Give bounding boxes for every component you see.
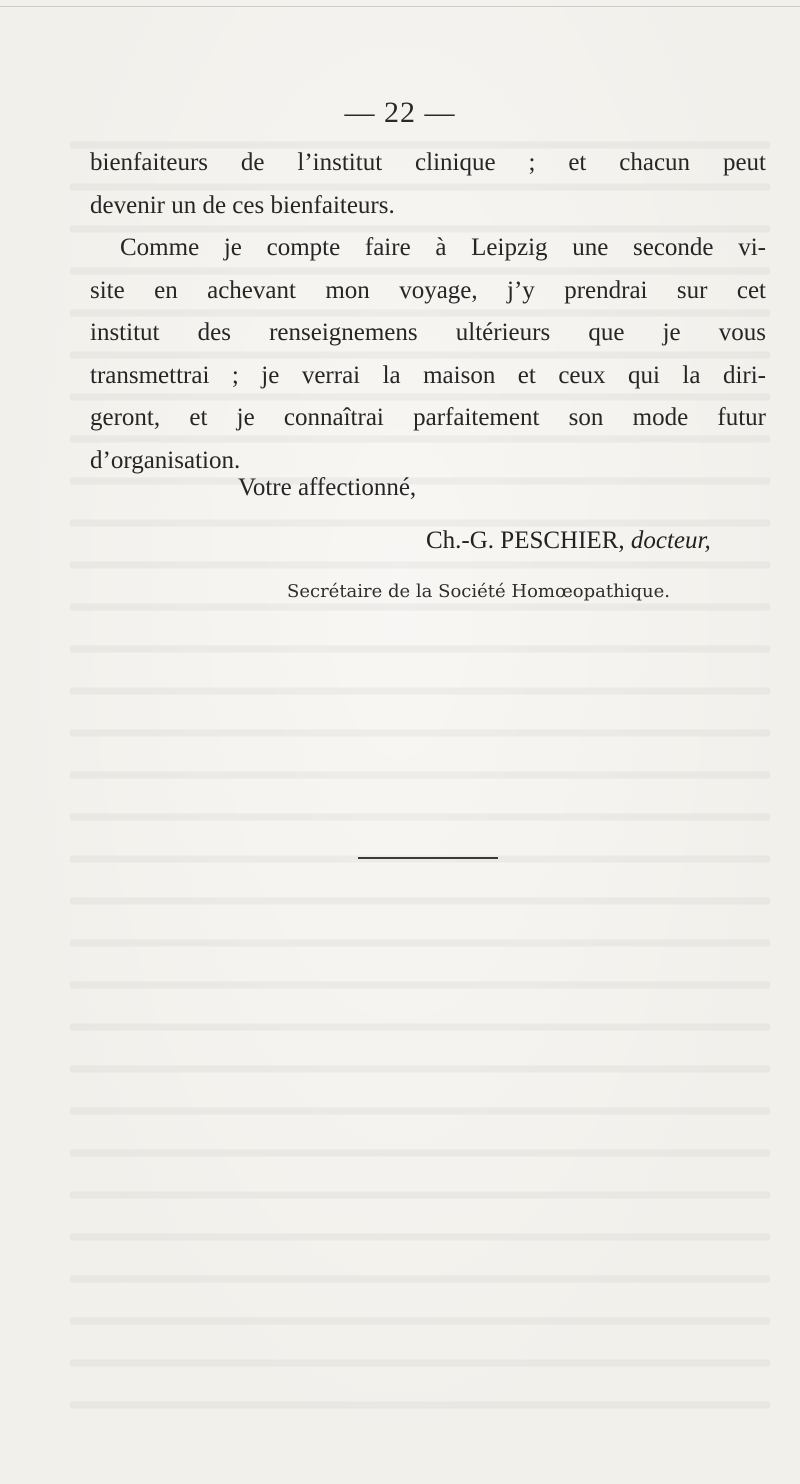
signature-line — [426, 527, 711, 555]
body-paragraphs — [90, 142, 766, 482]
text-line: bienfaiteurs de l’institut clinique ; et chacun peut — [90, 149, 766, 176]
text-line: site en achevant mon voyage, j’y prendrai sur cet — [90, 276, 766, 304]
page-number: — 22 — — [344, 96, 456, 129]
signatory-role: Secrétaire de la Société Homœopathique. — [287, 581, 670, 602]
closing-salutation: Votre affectionné, — [238, 474, 417, 501]
text-line: transmettrai ; je verrai la maison et ceux qui la diri- — [90, 361, 766, 389]
text-line: devenir un de ces bienfaiteurs. — [90, 191, 395, 219]
signature-name: Ch.-G. PESCHIER, — [426, 527, 625, 554]
text-line: d’organisation. — [90, 446, 241, 474]
text-line: Comme je compte faire à Leipzig une seconde vi- — [120, 234, 766, 261]
end-rule — [358, 857, 498, 859]
text-line: institut des renseignemens ultérieurs que je vous — [90, 319, 766, 346]
page-edge — [0, 6, 800, 7]
text-line: geront, et je connaîtrai parfaitement son mode futur — [90, 404, 766, 431]
signature-title: docteur, — [630, 527, 711, 554]
